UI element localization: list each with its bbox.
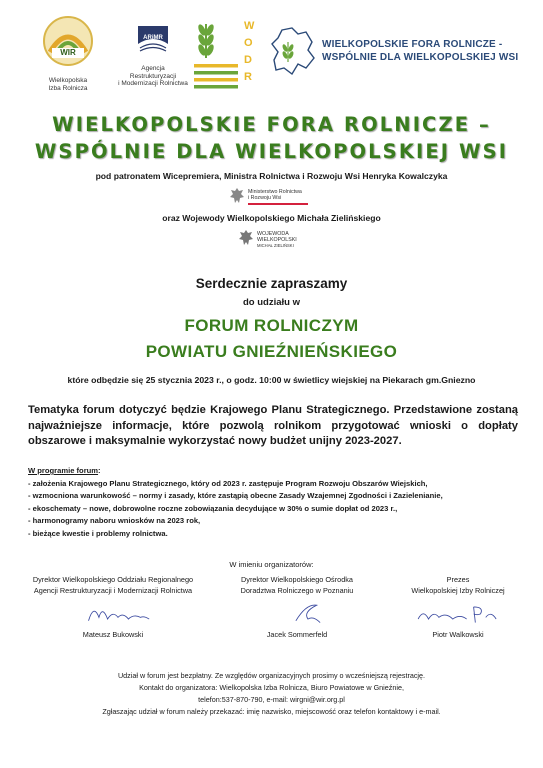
organizers-intro: W imieniu organizatorów: — [229, 560, 314, 569]
polish-eagle-icon — [229, 186, 245, 206]
voivode-logo — [238, 228, 318, 250]
main-title-line-1: WIELKOPOLSKIE FORA ROLNICZE – — [52, 113, 491, 136]
signature-bukowski-icon — [78, 600, 158, 626]
arimr-logo — [118, 24, 188, 86]
organizer-wodr — [222, 575, 372, 596]
voivode-line-2: WIELKOPOLSKI — [257, 237, 297, 243]
wodr-letter-d: D — [244, 54, 252, 66]
ministry-name-1: Ministerstwo Rolnictwa — [248, 189, 302, 195]
invitation-heading: Serdecznie zapraszamy — [195, 276, 348, 291]
organizer-name-sommerfeld: Jacek Sommerfeld — [266, 630, 328, 639]
program-item: - wzmocniona warunkowość – normy i zasady, które zastąpią obecne Zasady Wzajemnej Zgodności i Zazielenianie, — [28, 491, 443, 500]
wielkopolska-map-icon — [268, 24, 318, 80]
program-item: - założenia Krajowego Planu Strategicznego, który od 2023 r. zastępuje Program Rozwoju Obszarów Wiejskich, — [28, 478, 428, 488]
ministry-red-bar — [248, 203, 308, 205]
forum-brand-line-2: WSPÓLNIE DLA WIELKOPOLSKIEJ WSI — [322, 52, 519, 63]
footer-line-1: Udział w forum jest bezpłatny. Ze względów organizacyjnych prosimy o wcześniejszą rejestrację. — [117, 671, 426, 680]
arimr-mark: ARiMR — [143, 35, 163, 41]
wir-caption-2: Izba Rolnicza — [48, 84, 88, 92]
forum-brand-logo — [268, 24, 528, 84]
footer-info — [0, 670, 543, 718]
organizer-name-walkowski: Piotr Walkowski — [432, 630, 484, 639]
program-heading: W programie forum — [28, 466, 99, 475]
wir-emblem-icon — [38, 14, 98, 70]
organizer-name-bukowski: Mateusz Bukowski — [82, 630, 144, 639]
polish-eagle-icon — [238, 228, 254, 248]
arimr-emblem-icon — [118, 24, 188, 60]
wodr-logo — [192, 16, 262, 100]
footer-line-2: Kontakt do organizatora: Wielkopolska Izba Rolnicza, Biuro Powiatowe w Gnieźnie, — [139, 683, 404, 692]
ministry-name-2: i Rozwoju Wsi — [248, 195, 282, 201]
organizer-title-2: Wielkopolskiej Izby Rolniczej — [411, 585, 505, 595]
organizer-title-2: Doradztwa Rolniczego w Poznaniu — [240, 585, 354, 595]
wir-mark: WIR — [60, 48, 76, 57]
signature-walkowski-icon — [408, 600, 508, 626]
program-heading-colon: : — [98, 466, 101, 475]
program-item: - bieżące kwestie i problemy rolnictwa. — [28, 528, 168, 538]
wodr-letter-r: R — [244, 71, 252, 83]
footer-line-3: telefon:537-870-790, e-mail: wirgni@wir.org.pl — [198, 695, 345, 704]
voivode-line-3: MICHAŁ ZIELIŃSKI — [257, 243, 294, 248]
main-title-line-2: WSPÓLNIE DLA WIELKOPOLSKIEJ WSI — [34, 140, 509, 163]
organizer-wir — [388, 575, 528, 596]
wir-logo — [38, 14, 98, 94]
wodr-emblem-icon — [192, 16, 242, 96]
patronage-line-1: pod patronatem Wicepremiera, Ministra Rolnictwa i Rozwoju Wsi Henryka Kowalczyka — [95, 171, 448, 181]
forum-title-line-1: FORUM ROLNICZYM — [184, 316, 359, 335]
invitation-sub: do udziału w — [243, 297, 300, 308]
signature-sommerfeld-icon — [288, 600, 328, 626]
arimr-caption-1: Agencja Restrukturyzacji — [129, 65, 177, 80]
program-item: - harmonogramy naboru wniosków na 2023 rok, — [28, 516, 201, 525]
ministry-logo — [229, 186, 329, 208]
organizer-title-1: Dyrektor Wielkopolskiego Ośrodka — [241, 575, 353, 584]
patronage-line-2: oraz Wojewody Wielkopolskiego Michała Zielińskiego — [162, 213, 381, 223]
organizer-title-2: Agencji Restrukturyzacji i Modernizacji Rolnictwa — [33, 585, 193, 595]
wir-caption-1: Wielkopolska — [48, 77, 88, 84]
arimr-caption-2: i Modernizacji Rolnictwa — [118, 80, 188, 87]
program-item: - ekoschematy – nowe, dobrowolne roczne zobowiązania decydujące w 30% o sumie dopłat od 2023 r., — [28, 503, 398, 513]
voivode-line-1: WOJEWODA — [257, 231, 289, 237]
organizer-title-1: Prezes — [446, 575, 470, 584]
wodr-letter-o: O — [244, 37, 253, 49]
topic-paragraph: Tematyka forum dotyczyć będzie Krajowego Planu Strategicznego. Przedstawione zostaną najważniejsze informacje, które pozwolą rolnikom przygotować wnioski o dopłaty obszarowe i maksymalnie wykorzystać nowy budżet unijny 2023-2027. — [28, 404, 518, 447]
main-title — [0, 111, 543, 165]
organizer-arimr — [18, 575, 208, 596]
program-section — [28, 465, 518, 540]
organizer-title-1: Dyrektor Wielkopolskiego Oddziału Regionalnego — [32, 575, 194, 584]
event-date-line: które odbędzie się 25 stycznia 2023 r., o godz. 10:00 w świetlicy wiejskiej na Piekarach gm.Gniezno — [67, 375, 476, 385]
forum-brand-line-1: WIELKOPOLSKIE FORA ROLNICZE - — [322, 39, 503, 50]
wodr-letter-w: W — [244, 20, 255, 32]
footer-line-4: Zgłaszając udział w forum należy przekazać: imię nazwisko, miejscowość oraz telefon kontaktowy i e-mail. — [102, 707, 441, 716]
forum-title-line-2: POWIATU GNIEŹNIEŃSKIEGO — [145, 342, 398, 361]
